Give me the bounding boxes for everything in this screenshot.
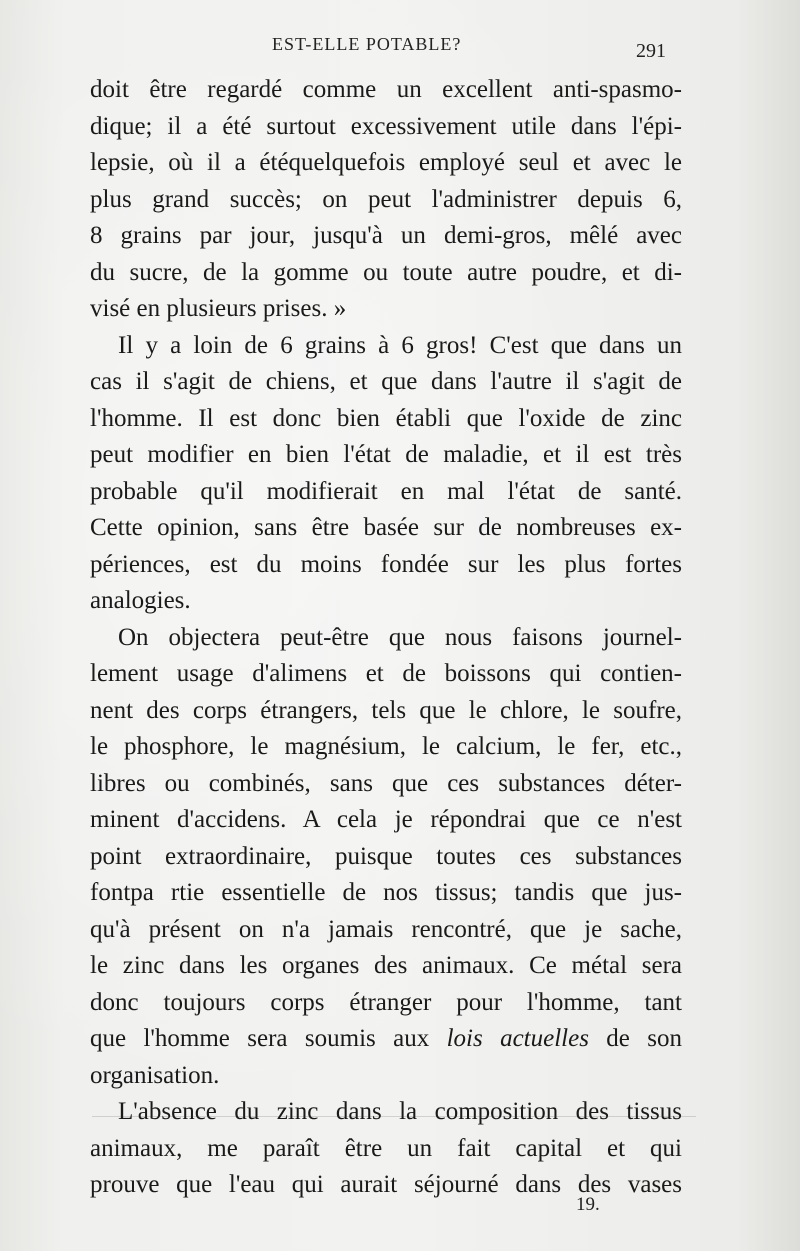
text-line: libres ou combinés, sans que ces substances déter- [90,769,682,797]
page-number: 291 [636,40,666,62]
text-line: probable qu'il modifierait en mal l'état de santé. [90,477,682,505]
text-line: doit être regardé comme un excellent anti-spasmo- [90,76,682,103]
text-line: Cette opinion, sans être basée sur de nombreuses ex- [90,514,682,541]
running-head: EST-ELLE POTABLE? [272,34,462,54]
text-line: qu'à présent on n'a jamais rencontré, que je sache, [90,915,682,943]
text-line: le phosphore, le magnésium, le calcium, le fer, etc., [90,733,682,760]
text-line: point extraordinaire, puisque toutes ces substances [90,842,682,870]
text-line: cas il s'agit de chiens, et que dans l'autre il s'agit de [90,368,682,395]
text-line: prouve que l'eau qui aurait séjourné dans des vases [90,1171,682,1198]
text-line: minent d'accidens. A cela je répondrai que ce n'est [90,806,682,833]
text-line: organisation. [90,1061,220,1089]
page-header [0,34,800,64]
text-line: périences, est du moins fondée sur les plus fortes [90,550,682,578]
text-line: nent des corps étrangers, tels que le chlore, le soufre, [90,696,682,724]
text-line: On objectera peut-être que nous faisons journel- [118,623,682,651]
text-line: dique; il a été surtout excessivement utile dans l'épi- [90,112,682,140]
text-line: animaux, me paraît être un fait capital et qui [90,1134,682,1162]
text-line: Il y a loin de 6 grains à 6 gros! C'est que dans un [118,331,682,359]
text-line: plus grand succès; on peut l'administrer depuis 6, [90,185,682,213]
show-through-rule [92,1116,696,1117]
signature-mark: 19. [576,1194,600,1215]
text-line: L'absence du zinc dans la composition des tissus [118,1098,682,1125]
text-line: lement usage d'alimens et de boissons qui contien- [90,660,682,687]
text-line: analogies. [90,587,191,614]
text-line: fontpa rtie essentielle de nos tissus; tandis que jus- [90,879,682,906]
text-line: que l'homme sera soumis aux lois actuelles de son [90,1025,683,1052]
text-line: le zinc dans les organes des animaux. Ce métal sera [90,952,682,979]
text-line: peut modifier en bien l'état de maladie, et il est très [90,441,682,468]
text-line: lepsie, où il a étéquelquefois employé seul et avec le [90,149,682,176]
text-line: du sucre, de la gomme ou toute autre poudre, et di- [90,258,682,286]
text-line: visé en plusieurs prises. » [90,295,347,322]
text-line: donc toujours corps étranger pour l'homme, tant [90,988,682,1016]
text-line: l'homme. Il est donc bien établi que l'oxide de zinc [90,404,682,432]
text-line: 8 grains par jour, jusqu'à un demi-gros, mêlé avec [90,222,682,249]
body-text [90,72,682,1204]
italic-phrase: lois actuelles [446,1025,589,1052]
